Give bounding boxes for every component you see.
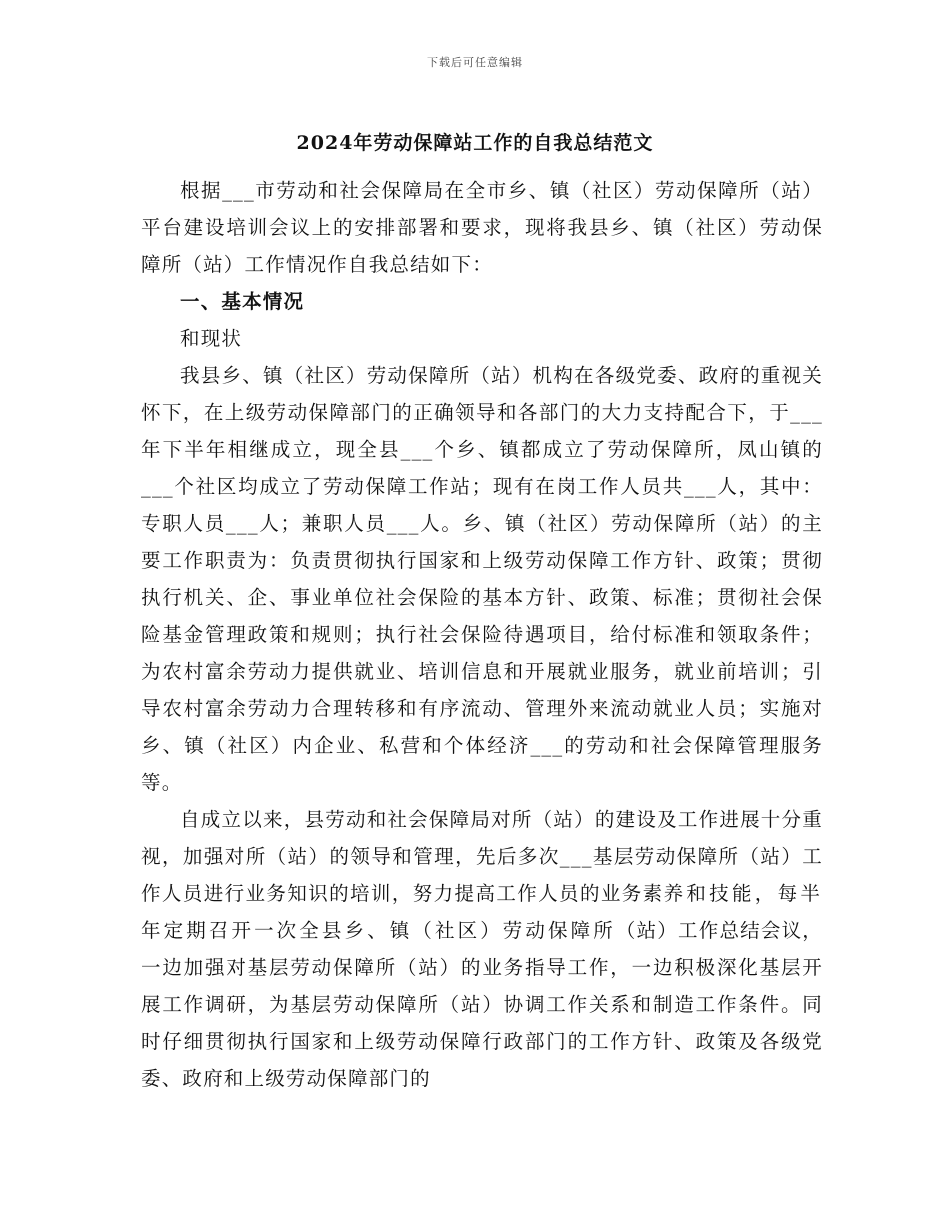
paragraph-since-founding-part3: （站）工作总结会议，一边加强对基层劳动保障所（站）的业务指导工作，一边积极深化基层开展工作调研，为基层劳动保障所（站）协调工作关系和制造工作条件。同时仔细贯彻执行国家和上级劳动保障行政部门的工作方针、政策及各级党委、政府和上级劳动保障部门的: [141, 919, 823, 1090]
section-heading: 一、基本情况: [180, 290, 305, 313]
paragraph-since-founding-part1: 自成立以来，县劳动和社会保障局对所（站）的建设及工作进展十分重视，加强对所（站）的领导和管理，先后多次___基层劳动保障所（站）工作人员进行业务知识的培训，努力提高工作人员的业务素: [141, 808, 823, 905]
document-title: 2024年劳动保障站工作的自我总结范文: [296, 132, 654, 154]
header-note: 下载后可任意编辑: [427, 56, 523, 69]
document-body: [141, 172, 823, 1097]
paragraph-since-founding: [141, 801, 823, 1097]
paragraph-since-founding-part2: 养和技能，每半年定期召开一次全县乡、镇（社区）劳动保障所: [141, 882, 823, 942]
section-subheading: 和现状: [180, 327, 243, 350]
intro-paragraph: 根据___市劳动和社会保障局在全市乡、镇（社区）劳动保障所（站）平台建设培训会议上的安排部署和要求，现将我县乡、镇（社区）劳动保障所（站）工作情况作自我总结如下：: [141, 179, 823, 276]
paragraph-duties: 我县乡、镇（社区）劳动保障所（站）机构在各级党委、政府的重视关怀下，在上级劳动保障部门的正确领导和各部门的大力支持配合下，于___年下半年相继成立，现全县___个乡、镇都成立了劳动保障所，凤山镇的___个社区均成立了劳动保障工作站；现有在岗工作人员共___人，其中：专职人员___人；兼职人员___人。乡、镇（社区）劳动保障所（站）的主要工作职责为：负责贯彻执行国家和上级劳动保障工作方针、政策；贯彻执行机关、企、事业单位社会保险的基本方针、政策、标准；贯彻社会保险基金管理政策和规则；执行社会保险待遇项目，给付标准和领取条件；为农村富余劳动力提供就业、培训信息和开展就业服务，就业前培训；引导农村富余劳动力合理转移和有序流动、管理外来流动就业人员；实施对乡、镇（社区）内企业、私营和个体经济___的劳动和社会保障管理服务等。: [141, 364, 823, 794]
